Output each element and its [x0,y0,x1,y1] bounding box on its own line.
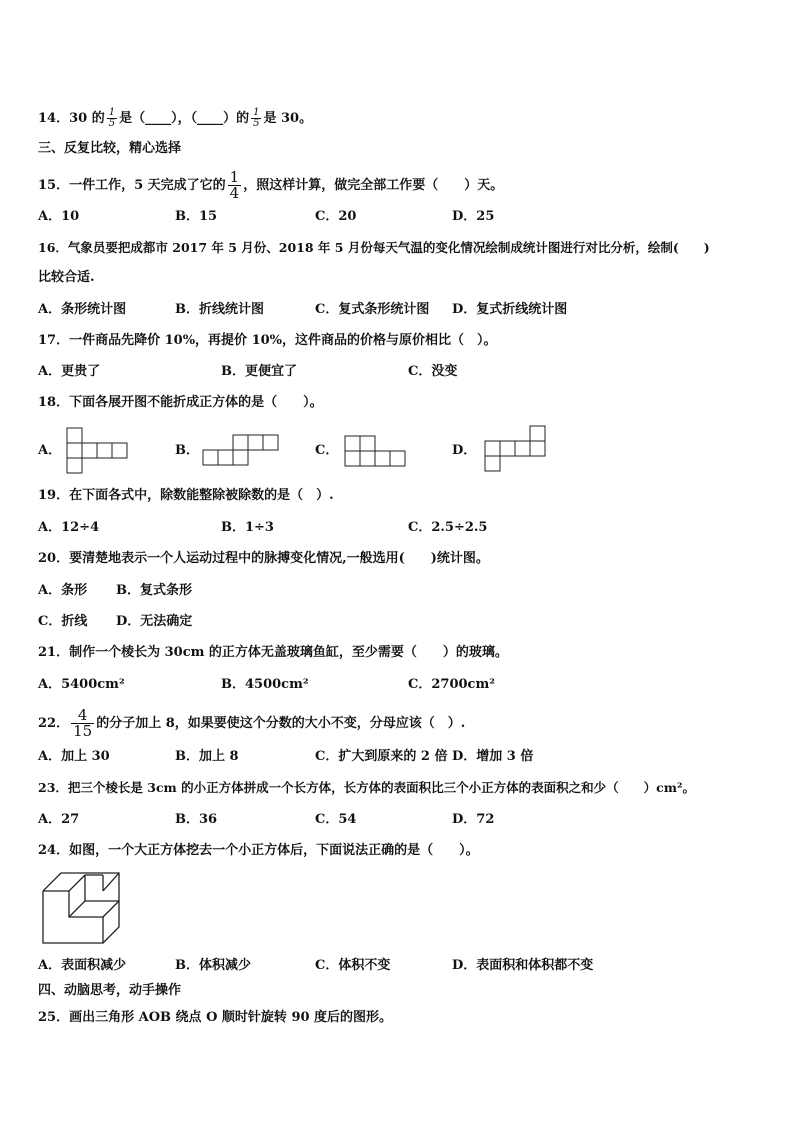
q15-option-c[interactable]: C．20 [315,209,357,224]
fraction-one-quarter: $\frac{1}{4}$ [229,168,240,202]
section-3-heading: 三、反复比较，精心选择 [38,141,182,156]
question-20: 20．要清楚地表示一个人运动过程中的脉搏变化情况,一般选用( )统计图。 [38,551,489,566]
fraction-one-fifth: $\frac{1}{5}$ [253,107,260,129]
question-16-line2: 比较合适. [38,270,95,285]
q24-option-c[interactable]: C．体积不变 [315,958,391,973]
q23-option-c[interactable]: C．54 [315,812,357,827]
cube-net-a [66,427,132,475]
q19-option-b[interactable]: B．1÷3 [221,520,274,535]
q16-option-c[interactable]: C．复式条形统计图 [315,302,430,317]
q22-option-a[interactable]: A．加上 30 [38,749,110,764]
q15-option-d[interactable]: D．25 [452,209,495,224]
q15-option-a[interactable]: A．10 [38,209,80,224]
q16-option-d[interactable]: D．复式折线统计图 [452,302,568,317]
q23-option-a[interactable]: A．27 [38,812,80,827]
q20-option-d[interactable]: D．无法确定 [116,614,193,629]
q24-option-b[interactable]: B．体积减少 [175,958,251,973]
section-4-heading: 四、动脑思考，动手操作 [38,983,182,998]
question-17: 17．一件商品先降价 10%，再提价 10%，这件商品的价格与原价相比（ ）。 [38,333,497,348]
q17-option-b[interactable]: B．更便宜了 [221,364,297,379]
q21-option-c[interactable]: C．2700cm² [408,677,495,692]
fraction-one-fifth: $\frac{1}{5}$ [108,107,116,129]
q24-option-d[interactable]: D．表面积和体积都不变 [452,958,594,973]
cube-net-d [484,425,554,475]
q24-option-a[interactable]: A．表面积减少 [38,958,127,973]
q22-option-b[interactable]: B．加上 8 [175,749,239,764]
q18-option-d[interactable]: D． [452,443,477,458]
q22-option-c[interactable]: C．扩大到原来的 2 倍 [315,749,448,764]
question-23: 23．把三个棱长是 3cm 的小正方体拼成一个长方体，长方体的表面积比三个小正方体的表面积之和少（ ）cm²。 [38,780,695,795]
q17-option-a[interactable]: A．更贵了 [38,364,101,379]
question-22: 22． $\frac{4}{15}$ 的分子加上 8，如果要使这个分数的大小不变，分母应该（ ）. [38,706,466,740]
q20-option-b[interactable]: B．复式条形 [116,583,192,598]
q15-option-b[interactable]: B．15 [175,209,218,224]
question-14: 14．30 的 $\frac{1}{5}$ 是（____），（____）的 $\frac{1}{5}$ 是 30。 [38,107,313,129]
question-18: 18．下面各展开图不能折成正方体的是（ ）。 [38,395,323,410]
q18-option-c[interactable]: C． [315,443,339,458]
question-21: 21．制作一个棱长为 30cm 的正方体无盖玻璃鱼缸，至少需要（ ）的玻璃。 [38,645,508,660]
q23-option-d[interactable]: D．72 [452,812,495,827]
question-15: 15．一件工作，5 天完成了它的 $\frac{1}{4}$ ，照这样计算，做完全部工作要（ ）天。 [38,168,504,202]
q20-option-a[interactable]: A．条形 [38,583,88,598]
q20-option-c[interactable]: C．折线 [38,614,88,629]
cube-net-c [344,435,410,469]
q18-option-b[interactable]: B． [175,443,199,458]
q21-option-a[interactable]: A．5400cm² [38,677,125,692]
question-16-line1: 16．气象员要把成都市 2017 年 5 月份、2018 年 5 月份每天气温的变化情况绘制成统计图进行对比分析，绘制( ) [38,240,710,255]
q23-option-b[interactable]: B．36 [175,812,218,827]
hollowed-cube-figure [41,871,121,945]
q21-option-b[interactable]: B．4500cm² [221,677,309,692]
q16-option-a[interactable]: A．条形统计图 [38,302,127,317]
question-25: 25．画出三角形 AOB 绕点 O 顺时针旋转 90 度后的图形。 [38,1010,393,1025]
fraction-four-fifteenths: $\frac{4}{15}$ [73,706,93,740]
cube-net-b [202,434,282,468]
q19-option-a[interactable]: A．12÷4 [38,520,100,535]
q22-option-d[interactable]: D．增加 3 倍 [452,749,534,764]
q16-option-b[interactable]: B．折线统计图 [175,302,264,317]
q17-option-c[interactable]: C．没变 [408,364,458,379]
q18-option-a[interactable]: A． [38,443,62,458]
question-19: 19．在下面各式中，除数能整除被除数的是（ ）. [38,488,334,503]
question-24: 24．如图，一个大正方体挖去一个小正方体后，下面说法正确的是（ ）。 [38,843,479,858]
q19-option-c[interactable]: C．2.5÷2.5 [408,520,488,535]
